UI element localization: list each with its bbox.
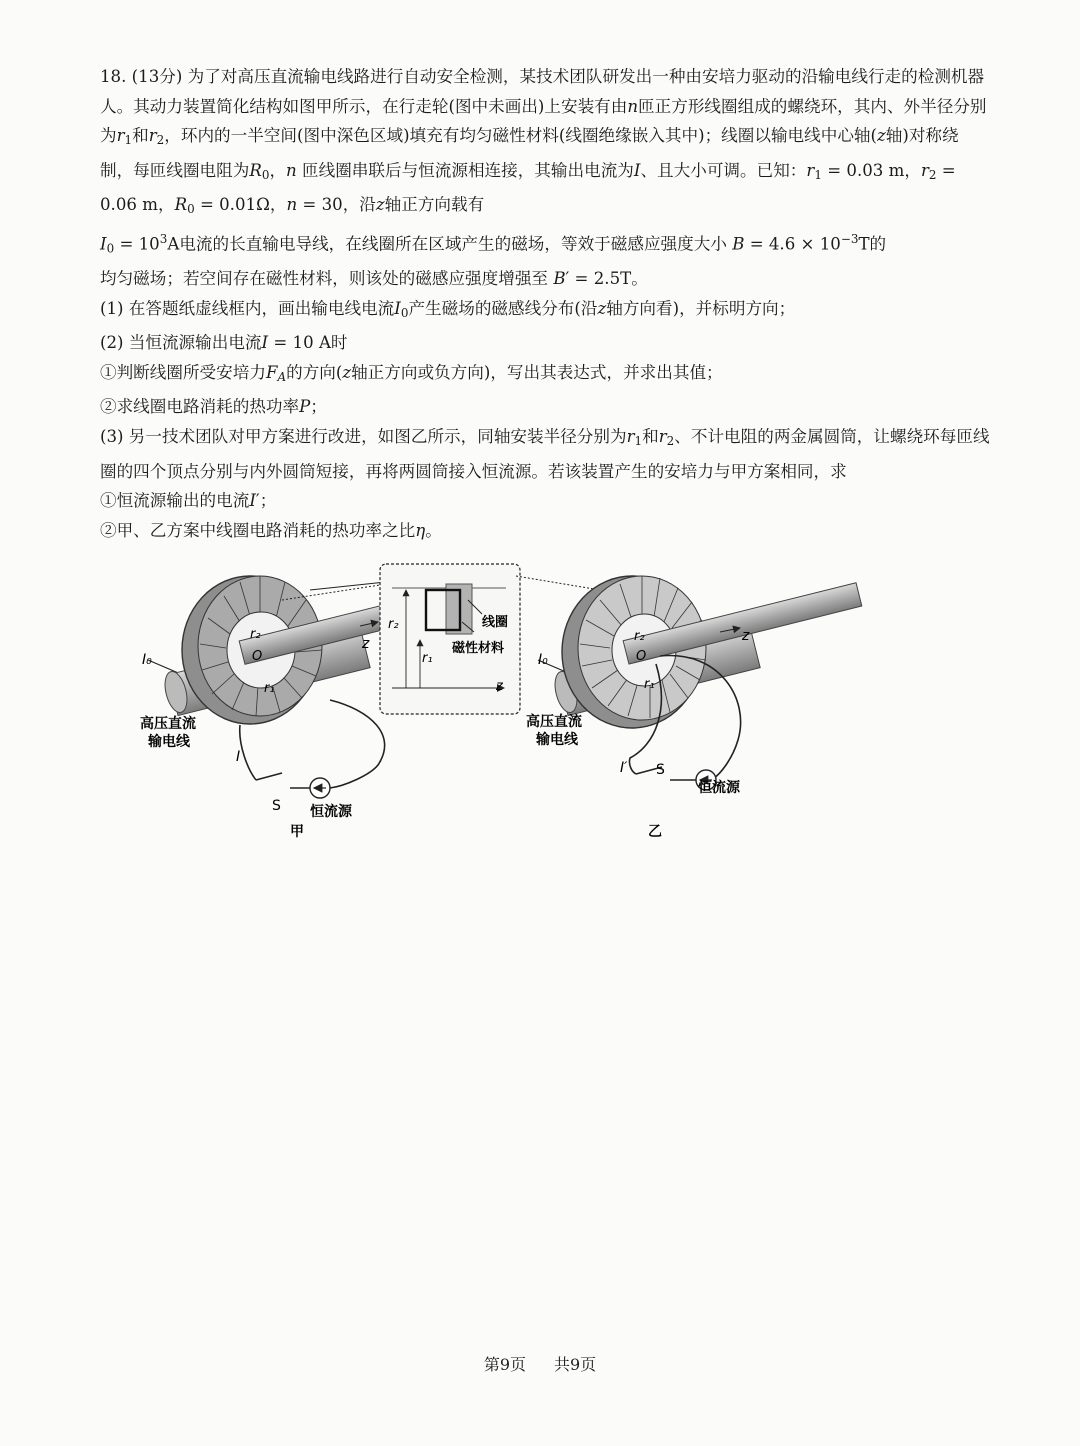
svg-text:O: O bbox=[636, 649, 647, 664]
part-3-1: ①恒流源输出的电流I′； bbox=[100, 491, 277, 511]
svg-text:恒流源: 恒流源 bbox=[698, 780, 740, 796]
svg-text:I₀: I₀ bbox=[142, 652, 152, 668]
question-points: (13分) bbox=[131, 67, 183, 86]
question-18 bbox=[100, 62, 990, 545]
svg-text:I: I bbox=[236, 749, 241, 765]
page-total: 共9页 bbox=[554, 1355, 597, 1374]
svg-text:乙: 乙 bbox=[648, 824, 662, 840]
part-2: (2) 当恒流源输出电流I = 10 A时 bbox=[100, 333, 348, 353]
svg-text:z: z bbox=[362, 636, 370, 652]
svg-text:r₁: r₁ bbox=[644, 677, 655, 692]
part-1: (1) 在答题纸虚线框内，画出输电线电流$I_0$产生磁场的磁感线分布(沿z轴方向看)，并标明方向； bbox=[100, 298, 796, 320]
part-3-2: ②甲、乙方案中线圈电路消耗的热功率之比η。 bbox=[100, 520, 442, 540]
svg-text:S: S bbox=[656, 762, 665, 778]
svg-text:磁性材料: 磁性材料 bbox=[452, 641, 505, 656]
svg-text:输电线: 输电线 bbox=[148, 734, 190, 750]
svg-text:O: O bbox=[252, 649, 263, 664]
svg-text:线圈: 线圈 bbox=[482, 615, 509, 630]
device-yi bbox=[516, 560, 916, 840]
svg-text:r₂: r₂ bbox=[634, 629, 645, 644]
part-3: (3) 另一技术团队对甲方案进行改进，如图乙所示，同轴安装半径分别为$r_1$和$r_2$、不计电阻的两金属圆筒，让螺绕环每匝线圈的四个顶点分别与内外圆筒短接，再将两圆筒接入恒流源。若该装置产生的安培力与甲方案相同，求 bbox=[100, 427, 990, 481]
question-intro: 18. (13分) 为了对高压直流输电线路进行自动安全检测，某技术团队研发出一种由安培力驱动的沿输电线行走的检测机器人。其动力装置简化结构如图甲所示，在行走轮(图中未画出)上安装有由n匝正方形线圈组成的螺绕环，其内、外半径分别为$r_1$和$r_2$，环内的一半空间(图中深色区域)填充有均匀磁性材料(线圈绝缘嵌入其中)；线圈以输电线中心轴(z轴)对称绕制，每匝线圈电阻为$R_0$，n 匝线圈串联后与恒流源相连接，其输出电流为I、且大小可调。已知：$r_1 = 0.03$ m，$r_2 = 0.06$ m，$R_0 = 0.01\Omega$，n = 30，沿z轴正方向载有 $I_0 = 10^3A$电流的长直输电导线，在线圈所在区域产生的磁场，等效于磁感应强度大小 $B = 4.6 \times 10^{-3}T$的 均匀磁场；若空间存在磁性材料，则该处的磁感应强度增强至 B′ = 2.5T。 bbox=[100, 67, 987, 289]
svg-text:z: z bbox=[742, 628, 750, 644]
svg-text:S: S bbox=[272, 798, 281, 814]
svg-text:r₂: r₂ bbox=[388, 617, 399, 632]
page-footer bbox=[0, 1352, 1080, 1375]
svg-text:r₁: r₁ bbox=[264, 681, 275, 696]
svg-text:恒流源: 恒流源 bbox=[310, 804, 352, 820]
svg-text:I₀: I₀ bbox=[538, 652, 548, 668]
svg-text:高压直流: 高压直流 bbox=[140, 716, 196, 732]
question-number: 18. bbox=[100, 67, 127, 86]
svg-text:输电线: 输电线 bbox=[536, 732, 578, 748]
apparatus-figure bbox=[130, 560, 770, 840]
svg-text:高压直流: 高压直流 bbox=[526, 714, 582, 730]
svg-text:r₁: r₁ bbox=[422, 651, 433, 666]
part-2-2: ②求线圈电路消耗的热功率P； bbox=[100, 397, 327, 417]
svg-text:z: z bbox=[496, 679, 503, 694]
svg-text:I′: I′ bbox=[620, 760, 628, 776]
svg-text:甲: 甲 bbox=[290, 824, 304, 840]
part-2-1: ①判断线圈所受安培力$F_A$的方向(z轴正方向或负方向)，写出其表达式，并求出其值； bbox=[100, 362, 723, 384]
svg-text:r₂: r₂ bbox=[250, 627, 261, 642]
page-number: 第9页 bbox=[483, 1355, 526, 1374]
